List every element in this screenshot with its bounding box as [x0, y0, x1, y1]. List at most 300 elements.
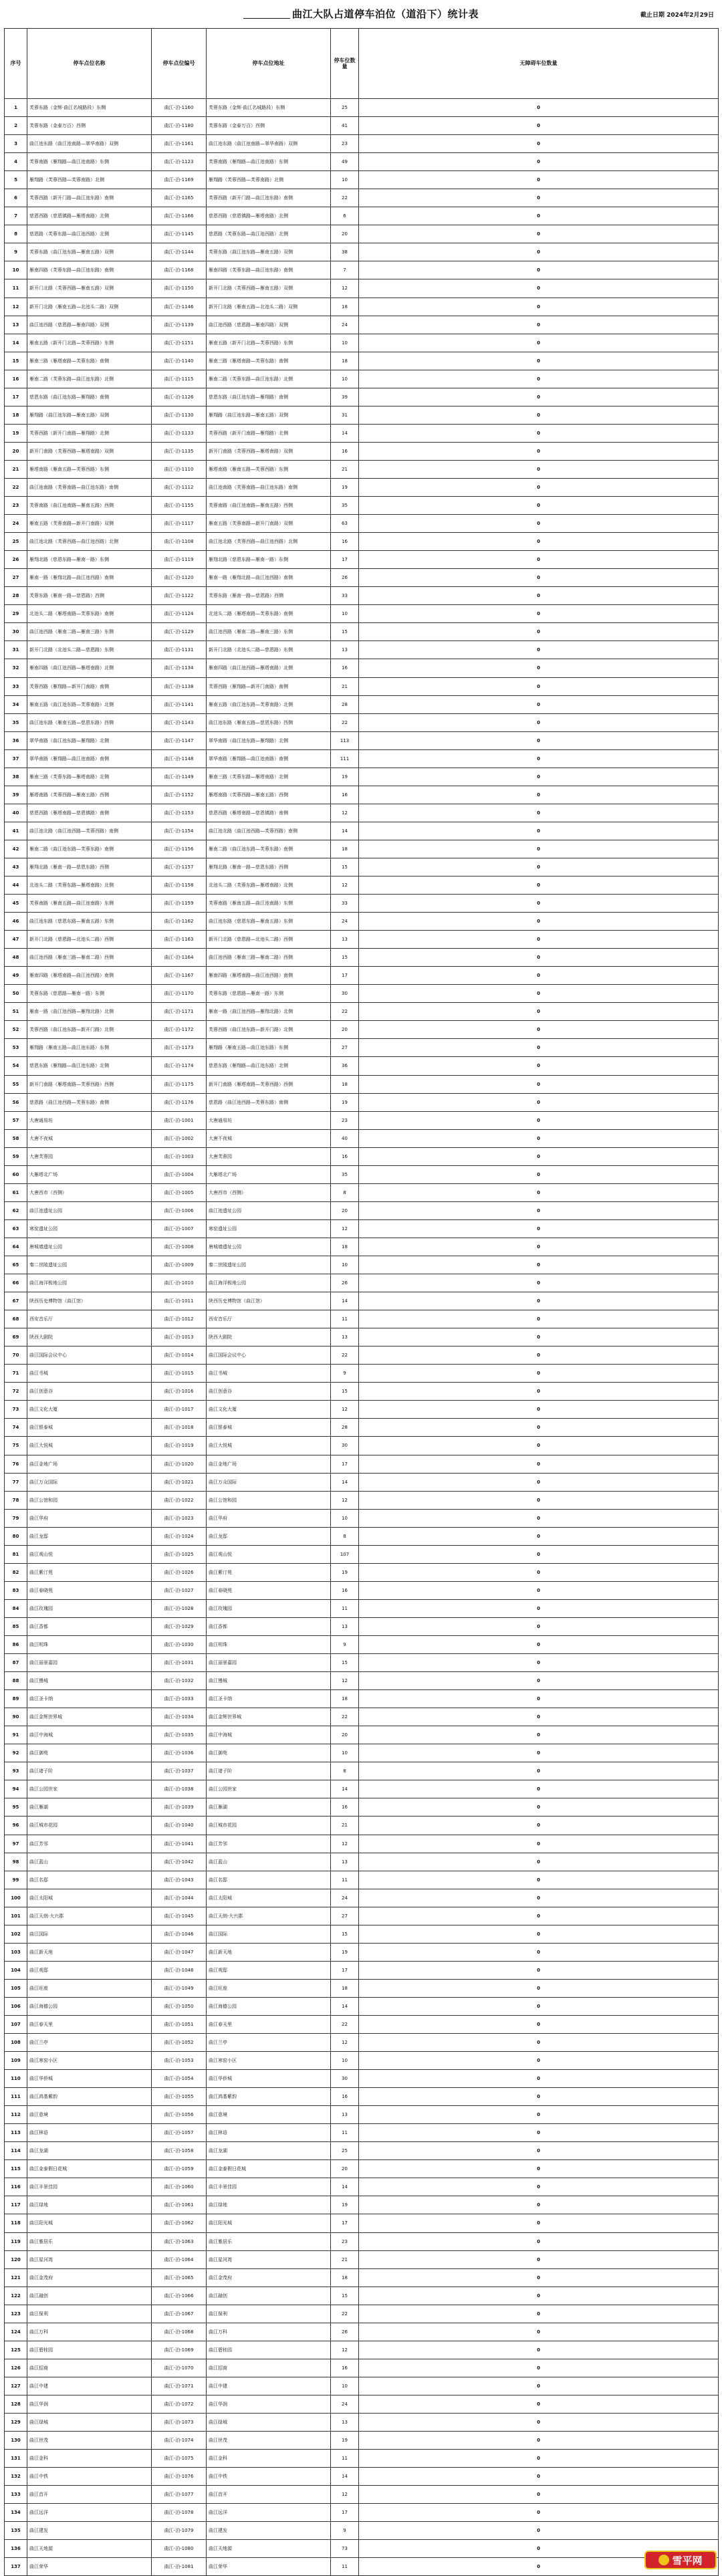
- watermark-logo-icon: [658, 2555, 669, 2565]
- cell-spaces: 24: [331, 2395, 359, 2413]
- cell-addr: 雁南五路（芙蓉南路—新开门南路）双侧: [207, 515, 331, 533]
- cell-code: 曲江-泊-1033: [152, 1690, 207, 1708]
- cell-seq: 19: [5, 424, 27, 442]
- cell-code: 曲江-泊-1076: [152, 2468, 207, 2486]
- table-row: [5, 949, 719, 967]
- table-row: [5, 1147, 719, 1165]
- cell-seq: 67: [5, 1292, 27, 1310]
- cell-barrier: 0: [359, 2486, 719, 2504]
- cell-code: 曲江-泊-1019: [152, 1437, 207, 1455]
- cell-seq: 90: [5, 1708, 27, 1726]
- cell-name: 唐城墙遗址公园: [27, 1238, 152, 1256]
- cell-spaces: 40: [331, 1129, 359, 1147]
- table-row: [5, 1491, 719, 1509]
- cell-name: 曲江海洋极地公园: [27, 1274, 152, 1292]
- cell-spaces: 24: [331, 316, 359, 334]
- cell-code: 曲江-泊-1032: [152, 1672, 207, 1690]
- cell-spaces: 30: [331, 2070, 359, 2088]
- cell-spaces: 20: [331, 1201, 359, 1219]
- cell-addr: 雁南四路（曲江池西路—雁塔南路）北侧: [207, 659, 331, 677]
- cell-seq: 26: [5, 551, 27, 569]
- cell-spaces: 20: [331, 1726, 359, 1744]
- cell-addr: 曲江远洋: [207, 2504, 331, 2522]
- table-row: [5, 388, 719, 406]
- cell-addr: 新开门北路（雁南五路—北池头二路）双侧: [207, 298, 331, 316]
- cell-barrier: 0: [359, 2558, 719, 2576]
- cell-barrier: 0: [359, 99, 719, 117]
- cell-name: 雁南五路（曲江池东路—芙蓉南路）北侧: [27, 695, 152, 713]
- cell-seq: 130: [5, 2432, 27, 2450]
- cell-spaces: 39: [331, 388, 359, 406]
- cell-seq: 70: [5, 1346, 27, 1365]
- table-row: [5, 713, 719, 731]
- cell-seq: 84: [5, 1599, 27, 1617]
- cell-spaces: 9: [331, 1365, 359, 1383]
- table-row: [5, 2341, 719, 2359]
- cell-seq: 12: [5, 298, 27, 316]
- cell-addr: 曲江诸子阶: [207, 1762, 331, 1780]
- cell-code: 曲江-泊-1036: [152, 1744, 207, 1762]
- cell-addr: 大唐西市（西侧）: [207, 1183, 331, 1201]
- cell-barrier: 0: [359, 2359, 719, 2377]
- cell-spaces: 30: [331, 985, 359, 1003]
- cell-spaces: 23: [331, 1111, 359, 1129]
- cell-code: 曲江-泊-1071: [152, 2377, 207, 2395]
- cell-barrier: 0: [359, 1617, 719, 1635]
- cell-name: 雁翔路（曲江池东路—雁南五路）双侧: [27, 406, 152, 424]
- cell-name: 曲江兰亭: [27, 2034, 152, 2052]
- cell-addr: 芙蓉东路（曲江池东路—雁南五路）双侧: [207, 243, 331, 261]
- cell-barrier: 0: [359, 967, 719, 985]
- table-row: [5, 1617, 719, 1635]
- cell-addr: 曲江大悦城: [207, 1437, 331, 1455]
- cell-code: 曲江-泊-1028: [152, 1599, 207, 1617]
- cell-code: 曲江-泊-1155: [152, 497, 207, 515]
- cell-name: 芙蓉西路（曲江池东路—新开门路）北侧: [27, 1021, 152, 1039]
- cell-name: 芙蓉西路（新开门南路—雁翔路）北侧: [27, 424, 152, 442]
- cell-barrier: 0: [359, 2432, 719, 2450]
- cell-seq: 20: [5, 442, 27, 460]
- cell-name: 芙蓉东路（雁南一路—慈恩路）西侧: [27, 587, 152, 605]
- cell-barrier: 0: [359, 1943, 719, 1961]
- cell-addr: 曲江太阳城: [207, 1889, 331, 1907]
- cell-seq: 105: [5, 1979, 27, 1997]
- table-row: [5, 2268, 719, 2287]
- cell-barrier: 0: [359, 2106, 719, 2124]
- cell-addr: 唐城墙遗址公园: [207, 1238, 331, 1256]
- cell-name: 曲江丽景嘉园: [27, 1654, 152, 1672]
- cell-addr: 曲江春晓苑: [207, 1581, 331, 1599]
- cell-code: 曲江-泊-1060: [152, 2178, 207, 2196]
- cell-name: 曲江诸子阶: [27, 1762, 152, 1780]
- cell-addr: 曲江海洋极地公园: [207, 1274, 331, 1292]
- cell-addr: 新开门南路（芙蓉西路—雁塔南路）双侧: [207, 442, 331, 460]
- cell-spaces: 10: [331, 2377, 359, 2395]
- cell-barrier: 0: [359, 1672, 719, 1690]
- cell-spaces: 11: [331, 2450, 359, 2468]
- cell-code: 曲江-泊-1171: [152, 1003, 207, 1021]
- cell-name: 曲江国际会议中心: [27, 1346, 152, 1365]
- cell-barrier: 0: [359, 1635, 719, 1653]
- cell-addr: 曲江星河湾: [207, 2250, 331, 2268]
- cell-name: 曲江书城: [27, 1365, 152, 1383]
- cell-seq: 59: [5, 1147, 27, 1165]
- cell-code: 曲江-泊-1135: [152, 442, 207, 460]
- cell-addr: 曲江绿城: [207, 2414, 331, 2432]
- table-row: [5, 623, 719, 641]
- cell-spaces: 22: [331, 1708, 359, 1726]
- cell-name: 曲江丰景佳园: [27, 2178, 152, 2196]
- table-row: [5, 1509, 719, 1527]
- cell-spaces: 17: [331, 1961, 359, 1979]
- cell-name: 陕西历史博物馆（曲江馆）: [27, 1292, 152, 1310]
- cell-addr: 曲江春天里: [207, 2015, 331, 2033]
- cell-addr: 雁翔北路（雁南一路—慈恩东路）西侧: [207, 858, 331, 876]
- cell-spaces: 27: [331, 1907, 359, 1925]
- cell-name: 芙蓉南路（雁南五路—曲江池南路）东侧: [27, 895, 152, 913]
- cell-barrier: 0: [359, 1726, 719, 1744]
- cell-code: 曲江-泊-1003: [152, 1147, 207, 1165]
- cell-name: 大唐西市（西侧）: [27, 1183, 152, 1201]
- cell-name: 曲江池南路（芙蓉南路—曲江池东路）南侧: [27, 478, 152, 496]
- cell-seq: 62: [5, 1201, 27, 1219]
- table-row: [5, 370, 719, 388]
- table-row: [5, 2377, 719, 2395]
- cell-seq: 137: [5, 2558, 27, 2576]
- cell-code: 曲江-泊-1061: [152, 2196, 207, 2214]
- cell-name: 曲江池东路（慈恩东路—雁南五路）东侧: [27, 913, 152, 931]
- col-header-spaces: 停车位数量: [331, 29, 359, 99]
- cell-addr: 西安音乐厅: [207, 1310, 331, 1328]
- cell-code: 曲江-泊-1009: [152, 1256, 207, 1274]
- cell-addr: 曲江公园世家: [207, 1780, 331, 1798]
- table-row: [5, 1997, 719, 2015]
- cell-addr: 曲江海德公园: [207, 1997, 331, 2015]
- table-row: [5, 913, 719, 931]
- cell-barrier: 0: [359, 2015, 719, 2033]
- cell-barrier: 0: [359, 1798, 719, 1817]
- table-row: [5, 931, 719, 949]
- cell-addr: 雁南三路（芙蓉东路—雁塔南路）北侧: [207, 768, 331, 786]
- cell-name: 曲江意境: [27, 2106, 152, 2124]
- cell-seq: 33: [5, 677, 27, 695]
- table-row: [5, 2052, 719, 2070]
- cell-addr: 曲江保利: [207, 2305, 331, 2323]
- cell-seq: 55: [5, 1075, 27, 1093]
- cell-name: 西安音乐厅: [27, 1310, 152, 1328]
- cell-spaces: 18: [331, 840, 359, 858]
- cell-barrier: 0: [359, 895, 719, 913]
- cell-addr: 雁南一路（曲江池西路—雁翔北路）北侧: [207, 1003, 331, 1021]
- cell-seq: 97: [5, 1835, 27, 1853]
- table-row: [5, 2287, 719, 2305]
- cell-name: 慈恩东路（曲江池东路—雁翔路）南侧: [27, 388, 152, 406]
- cell-barrier: 0: [359, 1762, 719, 1780]
- cell-spaces: 18: [331, 1979, 359, 1997]
- cell-spaces: 12: [331, 1491, 359, 1509]
- cell-name: 曲江公馆和园: [27, 1491, 152, 1509]
- cell-barrier: 0: [359, 424, 719, 442]
- cell-name: 雁翔路（芙蓉西路—芙蓉南路）北侧: [27, 171, 152, 189]
- table-row: [5, 153, 719, 171]
- cell-seq: 42: [5, 840, 27, 858]
- table-row: [5, 1798, 719, 1817]
- cell-name: 曲江春晓苑: [27, 1581, 152, 1599]
- table-row: [5, 1690, 719, 1708]
- cell-seq: 131: [5, 2450, 27, 2468]
- cell-spaces: 26: [331, 569, 359, 587]
- cell-barrier: 0: [359, 460, 719, 478]
- cell-seq: 94: [5, 1780, 27, 1798]
- cell-name: 曲江芳邻: [27, 1835, 152, 1853]
- cell-code: 曲江-泊-1017: [152, 1401, 207, 1419]
- cell-barrier: 0: [359, 1310, 719, 1328]
- table-row: [5, 895, 719, 913]
- cell-spaces: 20: [331, 225, 359, 243]
- cell-seq: 16: [5, 370, 27, 388]
- cell-addr: 曲江银泰城: [207, 1419, 331, 1437]
- cell-name: 曲江城市花园: [27, 1817, 152, 1835]
- cell-name: 曲江金辉世界城: [27, 1708, 152, 1726]
- cell-name: 曲江中建: [27, 2377, 152, 2395]
- cell-spaces: 22: [331, 1003, 359, 1021]
- cell-name: 雁翔北路（慈恩东路—雁南一路）东侧: [27, 551, 152, 569]
- cell-spaces: 21: [331, 677, 359, 695]
- cell-addr: 大唐芙蓉园: [207, 1147, 331, 1165]
- cell-addr: 曲江国际: [207, 1925, 331, 1943]
- cell-code: 曲江-泊-1053: [152, 2052, 207, 2070]
- cell-name: 雁南三路（芙蓉东路—雁塔南路）北侧: [27, 768, 152, 786]
- cell-barrier: 0: [359, 1238, 719, 1256]
- cell-spaces: 21: [331, 1817, 359, 1835]
- cell-seq: 113: [5, 2124, 27, 2142]
- cell-seq: 15: [5, 352, 27, 370]
- cell-barrier: 0: [359, 1419, 719, 1437]
- cell-seq: 10: [5, 261, 27, 279]
- cell-addr: 芙蓉南路（曲江池南路—雁南五路）西侧: [207, 497, 331, 515]
- cell-name: 新开门北路（北池头二路—慈恩路）东侧: [27, 641, 152, 659]
- cell-addr: 曲江荣华: [207, 2558, 331, 2576]
- cell-seq: 129: [5, 2414, 27, 2432]
- cell-addr: 曲江金泰假日花城: [207, 2160, 331, 2178]
- cell-spaces: 16: [331, 442, 359, 460]
- cell-addr: 芙蓉南路（雁翔路—曲江池南路）东侧: [207, 153, 331, 171]
- cell-code: 曲江-泊-1117: [152, 515, 207, 533]
- cell-seq: 50: [5, 985, 27, 1003]
- cell-code: 曲江-泊-1126: [152, 388, 207, 406]
- cell-seq: 8: [5, 225, 27, 243]
- cell-name: 曲江华润: [27, 2395, 152, 2413]
- cell-seq: 24: [5, 515, 27, 533]
- table-row: [5, 551, 719, 569]
- cell-code: 曲江-泊-1024: [152, 1527, 207, 1545]
- cell-seq: 23: [5, 497, 27, 515]
- cell-barrier: 0: [359, 1780, 719, 1798]
- cell-code: 曲江-泊-1048: [152, 1961, 207, 1979]
- cell-code: 曲江-泊-1138: [152, 677, 207, 695]
- cell-code: 曲江-泊-1158: [152, 876, 207, 895]
- cell-addr: 曲江万科: [207, 2323, 331, 2341]
- table-row: [5, 2250, 719, 2268]
- cell-code: 曲江-泊-1064: [152, 2250, 207, 2268]
- cell-code: 曲江-泊-1160: [152, 99, 207, 117]
- cell-addr: 曲江蓝山: [207, 1853, 331, 1871]
- cell-barrier: 0: [359, 822, 719, 840]
- cell-seq: 36: [5, 731, 27, 749]
- table-row: [5, 2070, 719, 2088]
- cell-spaces: 10: [331, 171, 359, 189]
- cell-barrier: 0: [359, 695, 719, 713]
- table-row: [5, 1437, 719, 1455]
- cell-spaces: 17: [331, 967, 359, 985]
- cell-seq: 53: [5, 1039, 27, 1057]
- table-row: [5, 840, 719, 858]
- cell-barrier: 0: [359, 931, 719, 949]
- cell-spaces: 12: [331, 279, 359, 298]
- cell-spaces: 10: [331, 1744, 359, 1762]
- cell-spaces: 10: [331, 370, 359, 388]
- cell-name: 雁塔南路（雁南五路—芙蓉西路）东侧: [27, 460, 152, 478]
- cell-spaces: 73: [331, 2540, 359, 2558]
- cell-addr: 曲江中铁: [207, 2468, 331, 2486]
- cell-barrier: 0: [359, 2070, 719, 2088]
- cell-code: 曲江-泊-1120: [152, 569, 207, 587]
- table-row: [5, 1039, 719, 1057]
- cell-seq: 116: [5, 2178, 27, 2196]
- cell-name: 曲江雁湖: [27, 1798, 152, 1817]
- cell-spaces: 22: [331, 1346, 359, 1365]
- cell-name: 秦二世陵遗址公园: [27, 1256, 152, 1274]
- table-row: [5, 1292, 719, 1310]
- cell-seq: 99: [5, 1871, 27, 1889]
- cell-seq: 127: [5, 2377, 27, 2395]
- cell-addr: 曲江华润: [207, 2395, 331, 2413]
- cell-barrier: 0: [359, 786, 719, 804]
- cell-addr: 雁翔路（雁南五路—曲江池东路）东侧: [207, 1039, 331, 1057]
- cell-name: 曲江池东路（雁南五路—慈恩东路）西侧: [27, 713, 152, 731]
- cell-code: 曲江-泊-1005: [152, 1183, 207, 1201]
- cell-seq: 34: [5, 695, 27, 713]
- cell-addr: 大唐不夜城: [207, 1129, 331, 1147]
- cell-seq: 56: [5, 1093, 27, 1111]
- cell-addr: 曲江金科: [207, 2450, 331, 2468]
- cell-spaces: 11: [331, 1310, 359, 1328]
- cell-spaces: 24: [331, 913, 359, 931]
- cell-barrier: 0: [359, 985, 719, 1003]
- cell-spaces: 111: [331, 749, 359, 768]
- cell-addr: 曲江天地源: [207, 2540, 331, 2558]
- cell-barrier: 0: [359, 1545, 719, 1563]
- cell-name: 新开门北路（雁南五路—北池头二路）双侧: [27, 298, 152, 316]
- table-row: [5, 1165, 719, 1183]
- cell-barrier: 0: [359, 497, 719, 515]
- cell-addr: 雁塔南路（雁南五路—芙蓉西路）东侧: [207, 460, 331, 478]
- cell-code: 曲江-泊-1021: [152, 1473, 207, 1491]
- cell-code: 曲江-泊-1129: [152, 623, 207, 641]
- cell-name: 曲江春天里: [27, 2015, 152, 2033]
- cell-spaces: 12: [331, 2341, 359, 2359]
- cell-seq: 83: [5, 1581, 27, 1599]
- table-row: [5, 1853, 719, 1871]
- cell-code: 曲江-泊-1152: [152, 786, 207, 804]
- cell-name: 曲江远洋: [27, 2504, 152, 2522]
- cell-name: 曲江招商: [27, 2359, 152, 2377]
- cell-barrier: 0: [359, 2268, 719, 2287]
- cell-code: 曲江-泊-1159: [152, 895, 207, 913]
- cell-seq: 80: [5, 1527, 27, 1545]
- cell-barrier: 0: [359, 1744, 719, 1762]
- cell-code: 曲江-泊-1044: [152, 1889, 207, 1907]
- cell-code: 曲江-泊-1055: [152, 2088, 207, 2106]
- cell-code: 曲江-泊-1110: [152, 460, 207, 478]
- cell-barrier: 0: [359, 913, 719, 931]
- cell-barrier: 0: [359, 478, 719, 496]
- cell-spaces: 12: [331, 1401, 359, 1419]
- cell-addr: 雁翔北路（慈恩东路—雁南一路）东侧: [207, 551, 331, 569]
- cell-addr: 曲江丰景佳园: [207, 2178, 331, 2196]
- cell-barrier: 0: [359, 768, 719, 786]
- cell-seq: 117: [5, 2196, 27, 2214]
- cell-name: 大唐通易坊: [27, 1111, 152, 1129]
- cell-seq: 60: [5, 1165, 27, 1183]
- cell-spaces: 13: [331, 2106, 359, 2124]
- cell-barrier: 0: [359, 2034, 719, 2052]
- cell-spaces: 8: [331, 1183, 359, 1201]
- cell-barrier: 0: [359, 1201, 719, 1219]
- cell-name: 曲江融创: [27, 2287, 152, 2305]
- cell-spaces: 22: [331, 2305, 359, 2323]
- cell-code: 曲江-泊-1112: [152, 478, 207, 496]
- table-header-row: [5, 29, 719, 99]
- table-row: [5, 804, 719, 822]
- cell-addr: 翠华南路（曲江池东路—雁翔路）北侧: [207, 731, 331, 749]
- cell-code: 曲江-泊-1145: [152, 225, 207, 243]
- cell-barrier: 0: [359, 2160, 719, 2178]
- cell-code: 曲江-泊-1057: [152, 2124, 207, 2142]
- table-row: [5, 261, 719, 279]
- cell-name: 曲江中海城: [27, 1726, 152, 1744]
- cell-name: 芙蓉西路（新开门路—曲江池东路）南侧: [27, 189, 152, 207]
- cell-name: 芙蓉东路（慈恩路—雁南一路）东侧: [27, 985, 152, 1003]
- cell-spaces: 63: [331, 515, 359, 533]
- cell-spaces: 18: [331, 298, 359, 316]
- cell-seq: 103: [5, 1943, 27, 1961]
- cell-name: 慈恩路（芙蓉东路—曲江池西路）北侧: [27, 225, 152, 243]
- cell-barrier: 0: [359, 1093, 719, 1111]
- cell-seq: 28: [5, 587, 27, 605]
- table-row: [5, 677, 719, 695]
- cell-code: 曲江-泊-1167: [152, 967, 207, 985]
- cell-barrier: 0: [359, 1599, 719, 1617]
- cell-seq: 85: [5, 1617, 27, 1635]
- cell-spaces: 19: [331, 2432, 359, 2450]
- cell-seq: 77: [5, 1473, 27, 1491]
- table-row: [5, 442, 719, 460]
- cell-name: 曲江玫瑰园: [27, 1599, 152, 1617]
- cell-spaces: 18: [331, 352, 359, 370]
- cell-seq: 45: [5, 895, 27, 913]
- cell-addr: 芙蓉西路（曲江池东路—新开门路）北侧: [207, 1021, 331, 1039]
- cell-seq: 21: [5, 460, 27, 478]
- cell-spaces: 13: [331, 1617, 359, 1635]
- table-row: [5, 2486, 719, 2504]
- cell-seq: 95: [5, 1798, 27, 1817]
- cell-spaces: 27: [331, 1039, 359, 1057]
- cell-spaces: 22: [331, 189, 359, 207]
- cell-code: 曲江-泊-1164: [152, 949, 207, 967]
- cell-addr: 芙蓉东路（金辉·曲江名城路段）东侧: [207, 99, 331, 117]
- cell-spaces: 18: [331, 2268, 359, 2287]
